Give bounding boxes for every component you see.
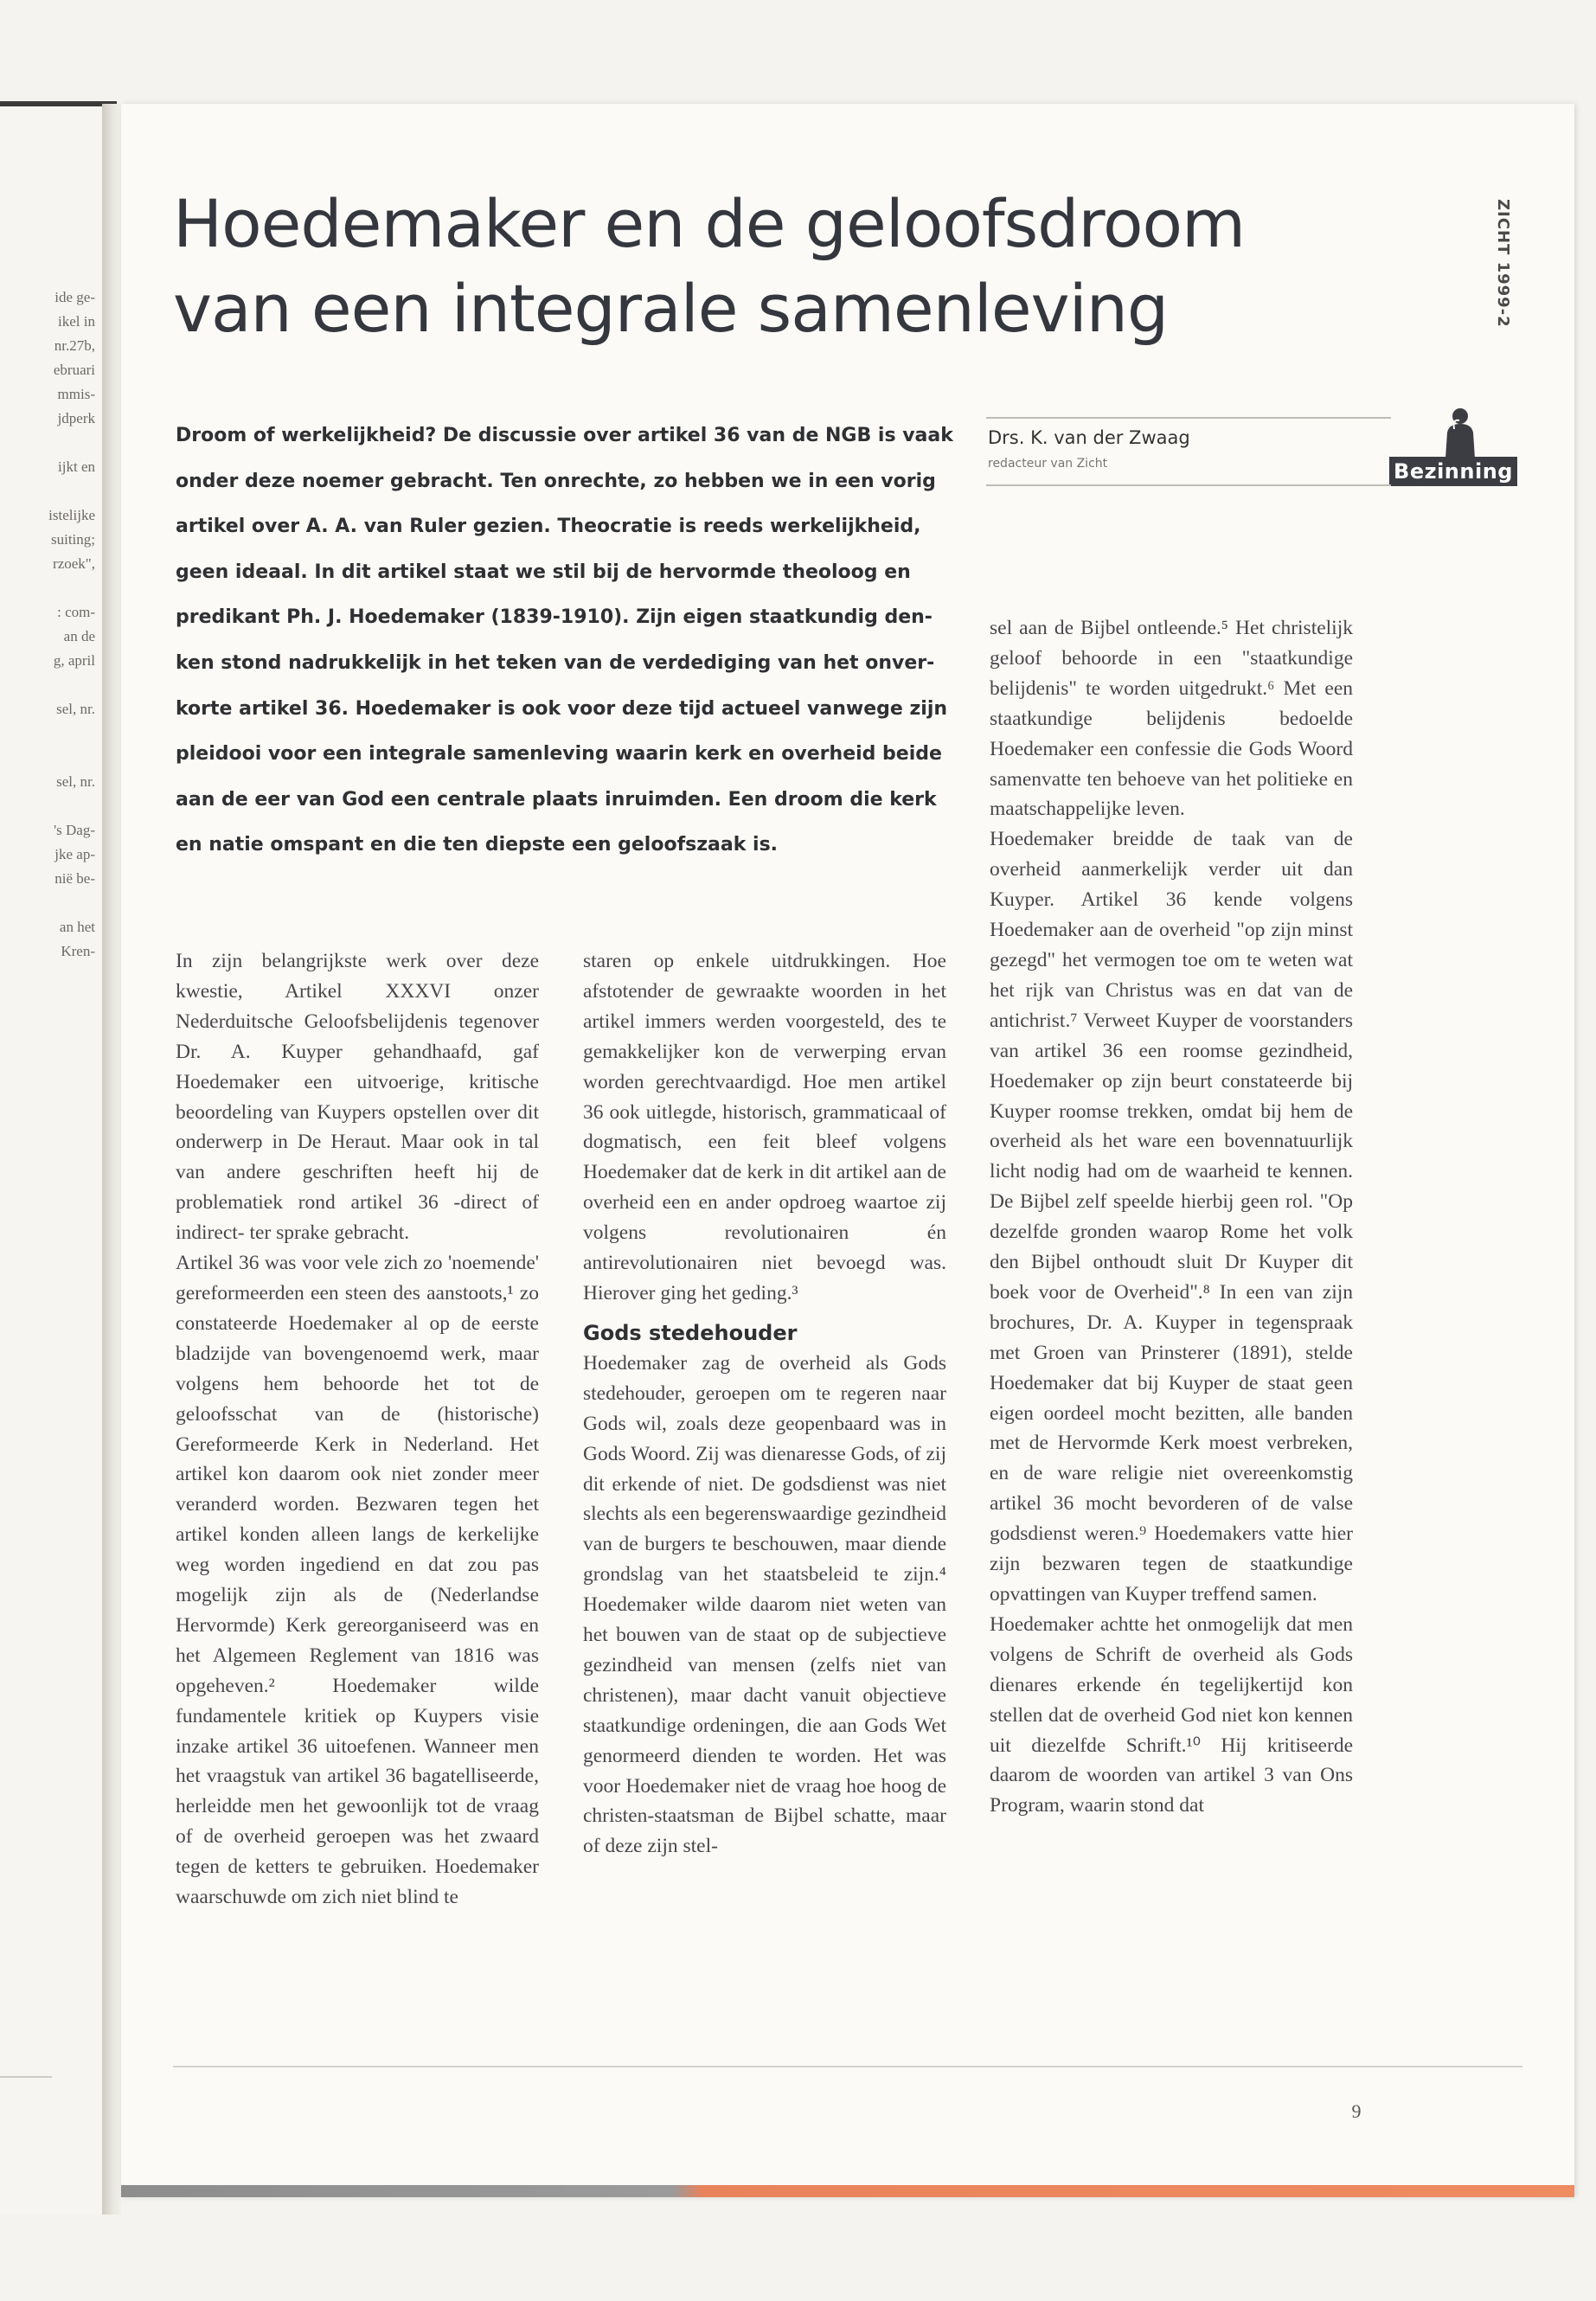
previous-page-fragment: sel, nr. xyxy=(56,701,95,717)
previous-page xyxy=(0,104,108,2214)
spacer xyxy=(0,576,95,600)
article-intro xyxy=(176,413,954,868)
text-column-1 xyxy=(176,946,539,1913)
page-number: 9 xyxy=(1351,2100,1362,2122)
spacer xyxy=(0,479,95,503)
article-title xyxy=(173,182,1298,351)
intro-line: ken stond nadrukkelijk in het teken van de verdediging van het onver- xyxy=(176,651,935,674)
previous-page-fragment: 's Dag- xyxy=(54,822,95,838)
previous-page-fragment: ijkt en xyxy=(58,458,95,475)
footer-rule xyxy=(173,2066,1522,2067)
intro-line: artikel over A. A. van Ruler gezien. Theocratie is reeds werkelijkheid, xyxy=(176,516,921,538)
previous-page-fragment: rzoek", xyxy=(53,555,95,572)
byline-divider xyxy=(986,484,1391,486)
previous-page-fragment: an de xyxy=(63,628,95,644)
previous-page-fragment: nr.27b, xyxy=(54,337,95,354)
intro-line: aan de eer van God een centrale plaats inruimden. Een droom die kerk xyxy=(176,788,937,811)
intro-line: predikant Ph. J. Hoedemaker (1839-1910). Zijn eigen staatkundig den- xyxy=(176,606,933,629)
section-label: Bezinning xyxy=(1389,457,1517,486)
intro-line: korte artikel 36. Hoedemaker is ook voor deze tijd actueel vanwege zijn xyxy=(176,697,948,720)
previous-page-fragment: Kren- xyxy=(61,943,95,959)
previous-page-fragment: suiting; xyxy=(50,531,95,548)
intro-line: pleidooi voor een integrale samenleving waarin kerk en overheid beide xyxy=(176,743,942,766)
previous-page-fragment: : com- xyxy=(57,604,95,620)
previous-page-fragment: ikel in xyxy=(58,313,95,330)
text-column-3 xyxy=(990,613,1353,1821)
paragraph: sel aan de Bijbel ontleende.⁵ Het christelijk geloof behoorde in een "staatkundige belijdenis" te worden uitgedrukt.⁶ Met een staatkundige belijdenis bedoelde Hoedemaker een confessie die Gods Woord samenvatte ten behoeve van het politieke en maatschappelijke leven. xyxy=(990,617,1353,821)
journal-issue-label: ZICHT 1999-2 xyxy=(1494,199,1512,328)
previous-page-fragment: ide ge- xyxy=(54,289,95,305)
previous-page-rule xyxy=(0,2076,52,2078)
paragraph: Hoedemaker breidde de taak van de overheid aanmerkelijk verder uit dan Kuyper. Artikel 36 kende volgens Hoedemaker aan de overheid "op zijn minst gezegd" het vermogen toe om te weten wat het rijk van Christus was en dat van de antichrist.⁷ Verweet Kuyper de voorstanders van artikel 36 een roomse gezindheid, Hoedemaker op zijn beurt constateerde bij Kuyper roomse trekken, omdat bij hem de overheid als het ware een bovennatuurlijk licht nodig had om de waarheid te kennen. De Bijbel zelf speelde hierbij geen rol. "Op dezelfde gronden waarop Rome het volk den Bijbel onthoudt sluit Dr Kuyper dit boek voor de Overheid".⁸ In een van zijn brochures, Dr. A. Kuyper in tegenspraak met Groen van Prinsterer (1891), stelde Hoedemaker dat bij Kuyper de staat geen eigen oordeel mocht bezitten, alle banden met de Hervormde Kerk moest verbreken, en de ware religie niet overeenkomstig artikel 36 mocht bevorderen of de valse godsdienst weren.⁹ Hoedemakers vatte hier zijn bezwaren tegen de staatkundige opvattingen van Kuyper treffend samen. xyxy=(990,828,1353,1606)
previous-page-text xyxy=(0,285,95,964)
previous-page-fragment: mmis- xyxy=(57,386,95,402)
paragraph: In zijn belangrijkste werk over deze kwestie, Artikel XXXVI onzer Nederduitsche Geloofsbelijdenis tegenover Dr. A. Kuyper gehandhaafd, gaf Hoedemaker een uitvoerige, kritische beoordeling van Kuypers opstellen over dit onderwerp in De Heraut. Maar ook in tal van andere geschriften heeft hij de problematiek rond artikel 36 -direct of indirect- ter sprake gebracht. xyxy=(176,950,539,1245)
text-column-2 xyxy=(583,946,946,1862)
paragraph: Hoedemaker zag de overheid als Gods stedehouder, geroepen om te regeren naar Gods wil, zoals deze geopenbaard was in Gods Woord. Zij was dienaresse Gods, of zij dit erkende of niet. De godsdienst was niet slechts als een begerenswaardige gezindheid van de burgers te beschouwen, maar diende grondslag van het staatsbeleid te zijn.⁴ Hoedemaker wilde daarom niet weten van het bouwen van de staat op de subjectieve gezindheid van mensen (zelfs niet van christenen), maar dacht vanuit objectieve staatkundige ordeningen, die aan Gods Wet genormeerd dienden te worden. Het was voor Hoedemaker niet de vraag hoe hoog de christen-staatsman de Bijbel schatte, maar of deze zijn stel- xyxy=(583,1351,946,1858)
spacer xyxy=(0,721,95,746)
intro-line: en natie omspant en die ten diepste een geloofszaak is. xyxy=(176,834,779,856)
previous-page-fragment: g, april xyxy=(53,652,95,669)
thinker-icon xyxy=(1437,407,1482,458)
subheading: Gods stedehouder xyxy=(583,1320,798,1345)
title-line-2: van een integrale samenleving xyxy=(173,270,1169,347)
previous-page-fragment: jdperk xyxy=(57,410,95,426)
spacer xyxy=(0,673,95,697)
intro-line: onder deze noemer gebracht. Ten onrechte, zo hebben we in een vorig xyxy=(176,470,936,492)
paragraph: Artikel 36 was voor vele zich zo 'noemende' gereformeerden een steen des aanstoots,¹ zo constateerde Hoedemaker al op de eerste bladzijde van bovengenoemd werk, maar volgens hem behoorde het tot de geloofsschat van de (historische) Gereformeerde Kerk in Nederland. Het artikel kon daarom ook niet zonder meer veranderd worden. Bezwaren tegen het artikel konden alleen langs de kerkelijke weg worden ingediend en dat zou pas mogelijk zijn als de (Nederlandse Hervormde) Kerk gereorganiseerd was en het Algemeen Reglement van 1816 was opgeheven.² Hoedemaker wilde fundamentele kritiek op Kuypers visie inzake artikel 36 uitoefenen. Wanneer men het vraagstuk van artikel 36 bagatelliseerde, herleidde men het gewoonlijk tot de vraag of de overheid geroepen was het zwaard tegen de ketters te gebruiken. Hoedemaker waarschuwde om zich niet blind te xyxy=(176,1252,539,1909)
previous-page-fragment: sel, nr. xyxy=(56,773,95,790)
previous-page-fragment: an het xyxy=(59,919,95,935)
binding-edge xyxy=(0,101,117,106)
byline-divider xyxy=(986,417,1391,419)
previous-page-fragment: ebruari xyxy=(53,362,95,378)
book-spine xyxy=(102,104,121,2214)
paragraph: Hoedemaker achtte het onmogelijk dat men volgens de Schrift de overheid als Gods dienares erkende én tegelijkertijd kon stellen dat de overheid God niet kon kennen uit diezelfde Schrift.¹⁰ Hij kritiseerde daarom de woorden van artikel 3 van Ons Program, waarin stond dat xyxy=(990,1612,1353,1817)
previous-page-fragment: nië be- xyxy=(54,870,95,887)
spacer xyxy=(0,891,95,915)
intro-line: Droom of werkelijkheid? De discussie over artikel 36 van de NGB is vaak xyxy=(176,425,953,446)
spacer xyxy=(0,794,95,818)
intro-line: geen ideaal. In dit artikel staat we stil bij de hervormde theoloog en xyxy=(176,561,911,583)
author-role: redacteur van Zicht xyxy=(988,457,1108,471)
section-logo xyxy=(1389,407,1519,486)
spacer xyxy=(0,431,95,455)
page-edge-strip xyxy=(121,2185,1574,2197)
previous-page-fragment: istelijke xyxy=(48,507,95,523)
previous-page-fragment: jke ap- xyxy=(54,846,95,862)
paragraph: staren op enkele uitdrukkingen. Hoe afstotender de gewraakte woorden in het artikel immers werden voorgesteld, des te gemakkelijker kon de verwerping ervan worden gerechtvaardigd. Hoe men artikel 36 ook uitlegde, historisch, grammaticaal of dogmatisch, een feit bleef volgens Hoedemaker dat de kerk in dit artikel aan de overheid een en ander opdroeg waartoe zij volgens revolutionairen én antirevolutionairen niet bevoegd was. Hierover ging het geding.³ xyxy=(583,950,946,1304)
author-name: Drs. K. van der Zwaag xyxy=(988,427,1190,448)
title-line-1: Hoedemaker en de geloofsdroom xyxy=(173,185,1246,262)
spacer xyxy=(0,746,95,770)
